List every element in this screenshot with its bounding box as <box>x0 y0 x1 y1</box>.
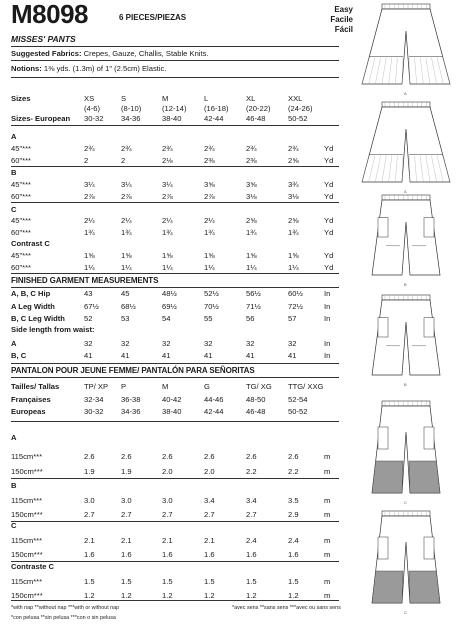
cell-value: 3.4 <box>246 496 257 505</box>
cell-value: 2.7 <box>84 510 95 519</box>
cell-value: 3.5 <box>288 496 299 505</box>
row-label: B, C <box>11 351 27 360</box>
pieces-count: 6 PIECES/PIEZAS <box>119 13 187 22</box>
talla-francaise: 44-46 <box>204 395 224 404</box>
size-code: XXL <box>288 94 303 103</box>
row-label: A Leg Width <box>11 302 55 311</box>
footnote-fr: *avec sens **sans sens ***avec ou sans sens <box>232 605 341 611</box>
finished-measurements-title: FINISHED GARMENT MEASUREMENTS <box>11 276 159 285</box>
size-code: XS <box>84 94 95 103</box>
cell-value: 2.7 <box>204 510 215 519</box>
size-code: S <box>121 94 127 103</box>
divider <box>11 77 339 78</box>
cell-value: 1.5 <box>121 577 132 586</box>
cell-value: 41 <box>121 351 130 360</box>
divider <box>11 421 339 422</box>
row-label: 115cm*** <box>11 452 43 461</box>
drawing-view-label: B <box>404 382 407 387</box>
cell-value: 2⅜ <box>246 156 257 165</box>
technical-drawings <box>352 0 460 638</box>
pants-drawing-a <box>352 100 460 188</box>
cell-value: 41 <box>204 351 213 360</box>
talla-europea: 38-40 <box>162 407 182 416</box>
cell-value: 2.7 <box>162 510 173 519</box>
cell-value: 2⅛ <box>162 156 173 165</box>
cell-value: 32 <box>162 339 171 348</box>
cell-value: 1.2 <box>204 591 215 600</box>
cell-value: 2¼ <box>204 216 215 225</box>
cell-value: 41 <box>246 351 255 360</box>
cell-value: 32 <box>204 339 213 348</box>
talla-code: G <box>204 382 210 391</box>
talla-europea: 50-52 <box>288 407 308 416</box>
difficulty-en: Easy <box>334 5 353 14</box>
cell-value: 2¾ <box>288 144 299 153</box>
cell-value: 2.6 <box>84 452 95 461</box>
cell-value: 2.4 <box>288 536 299 545</box>
cell-value: 1¾ <box>162 228 173 237</box>
cell-value: 2.1 <box>84 536 95 545</box>
unit: In <box>324 289 331 298</box>
cell-value: 1⅝ <box>288 251 299 260</box>
cell-value: 53 <box>121 314 130 323</box>
size-european: 30-32 <box>84 114 104 123</box>
view-label: Contraste C <box>11 562 55 571</box>
cell-value: 3.0 <box>121 496 132 505</box>
cell-value: 1¾ <box>288 228 299 237</box>
francaises-label: Françaises <box>11 395 51 404</box>
row-label: A, B, C Hip <box>11 289 51 298</box>
cell-value: 2¾ <box>246 144 257 153</box>
cell-value: 3¼ <box>121 180 132 189</box>
sizes-european-label: Sizes- European <box>11 114 71 123</box>
talla-code: P <box>121 382 127 391</box>
row-label: 115cm*** <box>11 496 43 505</box>
cell-value: 68½ <box>121 302 136 311</box>
cell-value: 1¼ <box>84 263 95 272</box>
row-label: 150cm*** <box>11 550 43 559</box>
header <box>11 0 353 44</box>
divider <box>11 363 339 364</box>
cell-value: 32 <box>288 339 297 348</box>
cell-value: 32 <box>84 339 93 348</box>
cell-value: 2¼ <box>162 216 173 225</box>
row-label: 45"*** <box>11 251 32 260</box>
cell-value: 1.9 <box>84 467 95 476</box>
cell-value: 60½ <box>288 289 303 298</box>
drawing-view-label: C <box>404 500 407 505</box>
row-label: 150cm*** <box>11 510 43 519</box>
cell-value: 2.6 <box>288 452 299 461</box>
cell-value: 56 <box>246 314 255 323</box>
cell-value: 2⅝ <box>288 216 299 225</box>
unit: m <box>324 452 331 461</box>
cell-value: 2⅞ <box>121 192 132 201</box>
row-label: 150cm*** <box>11 591 43 600</box>
europeas-label: Europeas <box>11 407 46 416</box>
unit: Yd <box>324 216 334 225</box>
cell-value: 71½ <box>246 302 261 311</box>
talla-francaise: 52-54 <box>288 395 308 404</box>
divider <box>11 202 339 203</box>
divider <box>11 166 339 167</box>
cell-value: 3¼ <box>162 180 173 189</box>
pants-drawing-c <box>352 399 460 499</box>
cell-value: 1⅝ <box>246 251 257 260</box>
drawing-view-label: A <box>404 189 407 194</box>
cell-value: 3⅛ <box>246 192 257 201</box>
unit: Yd <box>324 263 334 272</box>
size-code: L <box>204 94 209 103</box>
cell-value: 2.2 <box>246 467 257 476</box>
cell-value: 1¼ <box>162 263 173 272</box>
cell-value: 3.0 <box>162 496 173 505</box>
cell-value: 2¾ <box>84 144 95 153</box>
view-label: Contrast C <box>11 239 50 248</box>
cell-value: 1.5 <box>162 577 173 586</box>
view-label: C <box>11 521 17 530</box>
difficulty-es: Fácil <box>334 25 353 34</box>
unit: Yd <box>324 144 334 153</box>
view-label: B <box>11 168 17 177</box>
size-european: 50-52 <box>288 114 308 123</box>
sizes-label: Sizes <box>11 94 31 103</box>
cell-value: 1¾ <box>121 228 132 237</box>
talla-francaise: 48-50 <box>246 395 266 404</box>
size-code: XL <box>246 94 256 103</box>
row-label: 60"*** <box>11 263 32 272</box>
tallas-label: Tailles/ Tallas <box>11 382 60 391</box>
unit: m <box>324 496 331 505</box>
cell-value: 41 <box>288 351 297 360</box>
unit: m <box>324 510 331 519</box>
notions <box>11 64 166 73</box>
cell-value: 41 <box>84 351 93 360</box>
cell-value: 2.6 <box>121 452 132 461</box>
talla-code: M <box>162 382 169 391</box>
spanish-title: PANTALON POUR JEUNE FEMME/ PANTALÓN PARA SEÑORITAS <box>11 366 255 375</box>
pants-drawing-c <box>352 509 460 609</box>
talla-francaise: 36-38 <box>121 395 141 404</box>
divider <box>11 60 339 61</box>
cell-value: 1.6 <box>121 550 132 559</box>
drawing-view-label: C <box>404 610 407 615</box>
difficulty-rating <box>330 5 353 35</box>
notions-text: 1⅜ yds. (1.3m) of 1" (2.5cm) Elastic. <box>41 64 167 73</box>
divider <box>11 521 339 522</box>
cell-value: 3⅝ <box>246 180 257 189</box>
cell-value: 2.1 <box>204 536 215 545</box>
size-european: 34-36 <box>121 114 141 123</box>
unit: Yd <box>324 228 334 237</box>
talla-europea: 30-32 <box>84 407 104 416</box>
cell-value: 1¼ <box>121 263 132 272</box>
cell-value: 2¼ <box>121 216 132 225</box>
cell-value: 2¾ <box>121 144 132 153</box>
unit: Yd <box>324 251 334 260</box>
pants-drawing-b <box>352 293 460 381</box>
size-range: (8-10) <box>121 104 142 113</box>
cell-value: 1¼ <box>204 263 215 272</box>
cell-value: 1.6 <box>84 550 95 559</box>
row-label: 150cm*** <box>11 467 43 476</box>
unit: m <box>324 577 331 586</box>
cell-value: 2¾ <box>204 144 215 153</box>
unit: In <box>324 339 331 348</box>
view-label: B <box>11 481 17 490</box>
unit: In <box>324 314 331 323</box>
divider <box>11 478 339 479</box>
cell-value: 67½ <box>84 302 99 311</box>
cell-value: 2.1 <box>162 536 173 545</box>
divider <box>11 125 339 126</box>
cell-value: 32 <box>246 339 255 348</box>
cell-value: 3.4 <box>204 496 215 505</box>
cell-value: 3⅝ <box>204 180 215 189</box>
row-label: 115cm*** <box>11 536 43 545</box>
cell-value: 2.6 <box>204 452 215 461</box>
cell-value: 41 <box>162 351 171 360</box>
footnote-en: *with nap **without nap ***with or without nap <box>11 605 120 611</box>
cell-value: 43 <box>84 289 93 298</box>
cell-value: 2.2 <box>288 467 299 476</box>
cell-value: 1.5 <box>288 577 299 586</box>
cell-value: 56½ <box>246 289 261 298</box>
size-european: 46-48 <box>246 114 266 123</box>
talla-code: TP/ XP <box>84 382 109 391</box>
drawing-view-label: A <box>404 91 407 96</box>
cell-value: 3¼ <box>84 180 95 189</box>
cell-value: 52 <box>84 314 93 323</box>
row-label: 115cm*** <box>11 577 43 586</box>
cell-value: 1.6 <box>204 550 215 559</box>
cell-value: 1.2 <box>162 591 173 600</box>
cell-value: 1.2 <box>288 591 299 600</box>
fabrics-label: Suggested Fabrics: <box>11 49 82 58</box>
size-range: (12-14) <box>162 104 187 113</box>
row-label: 60"*** <box>11 228 32 237</box>
cell-value: 52½ <box>204 289 219 298</box>
cell-value: 1.6 <box>288 550 299 559</box>
row-label: 45"*** <box>11 180 32 189</box>
view-label: C <box>11 205 17 214</box>
size-range: (24-26) <box>288 104 313 113</box>
row-label: A <box>11 339 17 348</box>
cell-value: 54 <box>162 314 171 323</box>
footnote-es: *con pelusa **sin pelusa ***con o sin pelusa <box>11 615 116 621</box>
cell-value: 3¾ <box>288 180 299 189</box>
size-range: (16-18) <box>204 104 229 113</box>
unit: m <box>324 536 331 545</box>
talla-code: TTG/ XXG <box>288 382 324 391</box>
size-code: M <box>162 94 169 103</box>
difficulty-fr: Facile <box>330 15 353 24</box>
unit: In <box>324 302 331 311</box>
cell-value: 2⅜ <box>204 156 215 165</box>
cell-value: 2.6 <box>162 452 173 461</box>
cell-value: 2.1 <box>121 536 132 545</box>
divider <box>11 46 339 47</box>
suggested-fabrics <box>11 49 209 58</box>
cell-value: 1⅝ <box>162 251 173 260</box>
divider <box>11 377 339 378</box>
size-european: 42-44 <box>204 114 224 123</box>
drawing-view-label: B <box>404 282 407 287</box>
cell-value: 1.5 <box>84 577 95 586</box>
cell-value: 1⅝ <box>84 251 95 260</box>
talla-europea: 34-36 <box>121 407 141 416</box>
divider <box>11 287 339 288</box>
cell-value: 1¾ <box>204 228 215 237</box>
talla-francaise: 32-34 <box>84 395 104 404</box>
garment-title: MISSES' PANTS <box>11 34 76 44</box>
cell-value: 3.0 <box>84 496 95 505</box>
pants-drawing-a <box>352 2 460 90</box>
talla-francaise: 40-42 <box>162 395 182 404</box>
cell-value: 2.7 <box>246 510 257 519</box>
cell-value: 1.2 <box>246 591 257 600</box>
cell-value: 2⅝ <box>246 216 257 225</box>
cell-value: 1⅝ <box>121 251 132 260</box>
cell-value: 2⅝ <box>288 156 299 165</box>
divider <box>11 600 339 601</box>
cell-value: 3⅛ <box>288 192 299 201</box>
cell-value: 69½ <box>162 302 177 311</box>
unit: m <box>324 550 331 559</box>
measurement-chart <box>11 0 353 621</box>
cell-value: 1.2 <box>121 591 132 600</box>
size-range: (20-22) <box>246 104 271 113</box>
cell-value: 1¼ <box>288 263 299 272</box>
cell-value: 1⅝ <box>204 251 215 260</box>
unit: Yd <box>324 192 334 201</box>
notions-label: Notions: <box>11 64 42 73</box>
cell-value: 2 <box>121 156 126 165</box>
cell-value: 2.0 <box>204 467 215 476</box>
cell-value: 2⅞ <box>84 192 95 201</box>
fabrics-text: Crepes, Gauze, Challis, Stable Knits. <box>81 49 209 58</box>
cell-value: 1¼ <box>246 263 257 272</box>
talla-europea: 42-44 <box>204 407 224 416</box>
divider <box>11 561 339 562</box>
pants-drawing-b <box>352 193 460 281</box>
cell-value: 1.6 <box>246 550 257 559</box>
size-european: 38-40 <box>162 114 182 123</box>
cell-value: 48½ <box>162 289 177 298</box>
cell-value: 2.9 <box>288 510 299 519</box>
cell-value: 1¾ <box>246 228 257 237</box>
cell-value: 2.7 <box>121 510 132 519</box>
cell-value: 2⅞ <box>162 192 173 201</box>
cell-value: 1.2 <box>84 591 95 600</box>
cell-value: 55 <box>204 314 213 323</box>
cell-value: 45 <box>121 289 130 298</box>
cell-value: 2 <box>84 156 89 165</box>
cell-value: 1¾ <box>84 228 95 237</box>
row-label: 60"*** <box>11 156 32 165</box>
view-label: A <box>11 132 17 141</box>
unit: Yd <box>324 180 334 189</box>
divider <box>11 273 339 274</box>
unit: In <box>324 351 331 360</box>
unit: m <box>324 467 331 476</box>
cell-value: 70½ <box>204 302 219 311</box>
cell-value: 2.6 <box>246 452 257 461</box>
cell-value: 2¼ <box>84 216 95 225</box>
cell-value: 1.6 <box>162 550 173 559</box>
cell-value: 2.4 <box>246 536 257 545</box>
cell-value: 72½ <box>288 302 303 311</box>
unit: m <box>324 591 331 600</box>
size-range: (4-6) <box>84 104 101 113</box>
cell-value: 1.5 <box>204 577 215 586</box>
cell-value: 2⅞ <box>204 192 215 201</box>
cell-value: 2¾ <box>162 144 173 153</box>
cell-value: 57 <box>288 314 297 323</box>
unit: Yd <box>324 156 334 165</box>
cell-value: 1.9 <box>121 467 132 476</box>
talla-europea: 46-48 <box>246 407 266 416</box>
cell-value: 32 <box>121 339 130 348</box>
talla-code: TG/ XG <box>246 382 272 391</box>
cell-value: 2.0 <box>162 467 173 476</box>
view-label: A <box>11 433 17 442</box>
cell-value: 1.5 <box>246 577 257 586</box>
style-number: M8098 <box>11 0 88 29</box>
row-label: 60"*** <box>11 192 32 201</box>
row-label: 45"*** <box>11 216 32 225</box>
side-length-label: Side length from waist: <box>11 325 95 334</box>
row-label: B, C Leg Width <box>11 314 65 323</box>
row-label: 45"*** <box>11 144 32 153</box>
